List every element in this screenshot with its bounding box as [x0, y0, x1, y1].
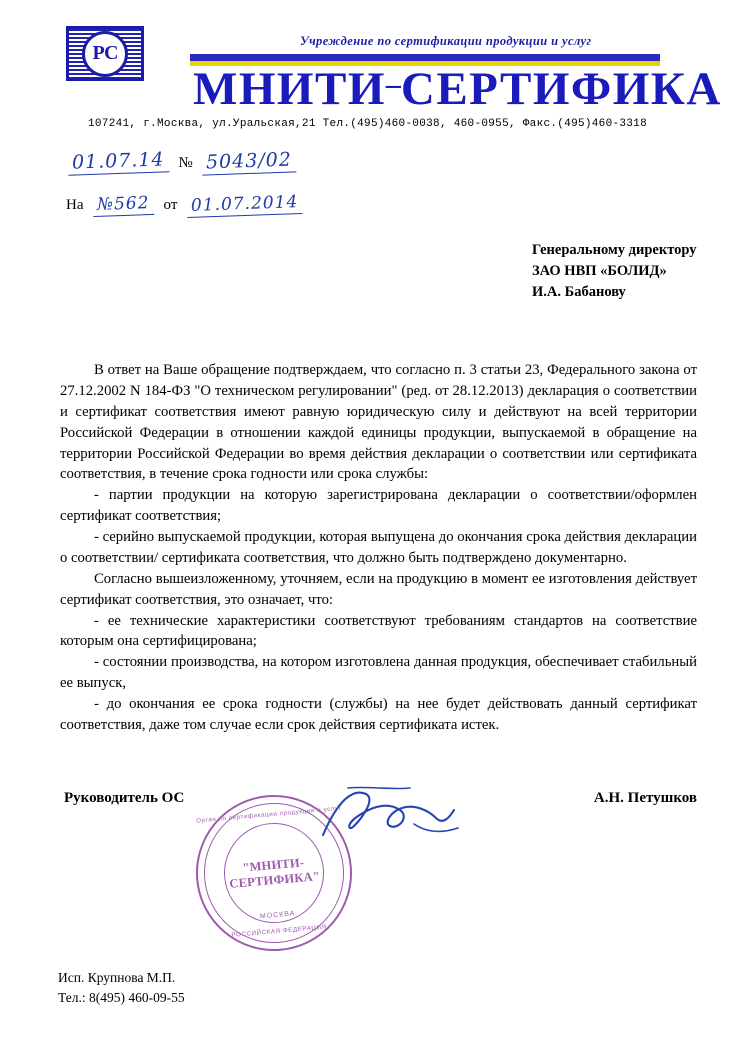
- org-name: [193, 62, 722, 116]
- stamp-city-text: МОСКВА: [259, 910, 296, 921]
- body-paragraph: - серийно выпускаемой продукции, которая выпущена до окончания срока действия декларации о соответствии/ сертификата соответствия, что должно быть подтверждено документарно.: [60, 529, 697, 566]
- org-contacts: 107241, г.Москва, ул.Уральская,21 Тел.(495)460-0038, 460-0955, Факс.(495)460-3318: [88, 118, 647, 130]
- body-paragraph: - состоянии производства, на котором изготовлена данная продукция, обеспечивает стабильный ее выпуск,: [60, 654, 697, 692]
- org-name-part2: СЕРТИФИКА: [400, 63, 722, 115]
- body-paragraph: Согласно вышеизложенному, уточняем, если на продукцию в момент ее изготовления действует сертификат соответствия, это означает, что:: [60, 570, 697, 608]
- reference-incoming: [60, 194, 303, 216]
- header-rule-blue: [190, 54, 660, 61]
- reply-to-value: №562: [93, 193, 154, 217]
- reference-date-value: 01.07.14: [68, 148, 169, 175]
- body-paragraph: В ответ на Ваше обращение подтверждаем, что согласно п. 3 статьи 23, Федерального закона от 27.12.2002 N 184-ФЗ "О техническом регулировании" (ред. от 28.12.2013) декларация о соответствии и сертификат соответствия имеют равную юридическую силу и действуют на всей территории Российской Федерации в отношении каждой единицы продукции, выпускаемой в обращение на территории Российской Федерации во время действия декларации о соответствии или сертификата соответствия, в течение срока годности или срока службы:: [60, 362, 697, 483]
- stamp-center-text: "МНИТИ-СЕРТИФИКА": [228, 855, 321, 891]
- stamp-arc-bottom-text: РОССИЙСКАЯ ФЕДЕРАЦИЯ: [231, 923, 327, 939]
- letter-body: [60, 360, 697, 736]
- certification-logo-icon: [66, 26, 144, 81]
- org-name-part1: МНИТИ: [193, 63, 386, 115]
- addressee-line-1: Генеральному директору: [532, 242, 697, 258]
- reference-number-value: 5043/02: [202, 148, 297, 175]
- letterhead: [0, 0, 755, 140]
- signatory-role: Руководитель ОС: [64, 790, 185, 806]
- org-name-dash: –: [385, 68, 401, 101]
- footer-phone: Тел.: 8(495) 460-09-55: [58, 990, 185, 1006]
- body-paragraph: - ее технические характеристики соответствуют требованиям стандартов на соответствие которым она сертифицирована;: [60, 612, 697, 650]
- reference-outgoing: [68, 150, 296, 174]
- stamp-arc-top-text: Орган по сертификации продукции и услуг: [195, 804, 342, 825]
- footer-executor: Исп. Крупнова М.П.: [58, 970, 176, 985]
- reply-to-label: На: [66, 197, 84, 213]
- footer-block: [58, 968, 185, 1009]
- org-tagline: Учреждение по сертификации продукции и услуг: [300, 34, 592, 48]
- signatory-name: А.Н. Петушков: [593, 790, 697, 806]
- reply-date-label: от: [163, 197, 178, 213]
- signature-row: [60, 790, 697, 820]
- reference-number-label: №: [178, 155, 193, 171]
- body-paragraph: - до окончания ее срока годности (службы) на нее будет действовать данный сертификат соответствия, даже том случае если срок действия сертификата истек.: [60, 696, 697, 733]
- addressee-block: [532, 240, 747, 303]
- addressee-line-2: ЗАО НВП «БОЛИД»: [532, 263, 667, 280]
- reply-date-value: 01.07.2014: [187, 192, 303, 218]
- addressee-line-3: И.А. Бабанову: [532, 284, 626, 301]
- reference-block: [60, 150, 460, 230]
- logo-monogram: РС: [82, 31, 128, 77]
- body-paragraph: - партии продукции на которую зарегистрирована декларации о соответствии/оформлен сертификат соответствия;: [60, 487, 697, 525]
